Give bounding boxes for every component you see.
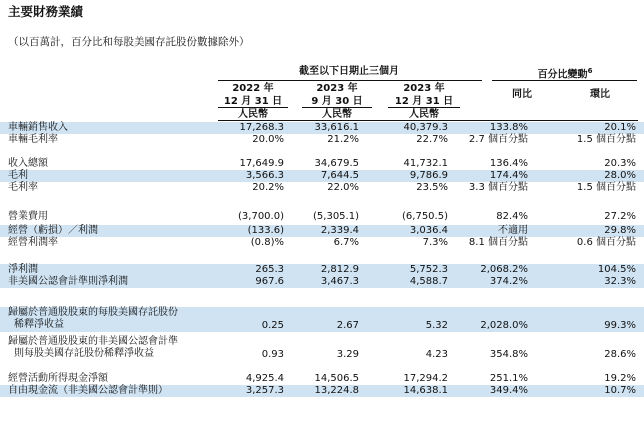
value-q4-2022: (133.6) (247, 225, 284, 236)
col3-date: 12 月 31 日 (394, 96, 454, 107)
qoq-header: 環比 (590, 89, 610, 100)
value-q3-2023: 14,506.5 (314, 373, 359, 384)
value-qoq: 0.6 個百分點 (576, 237, 636, 248)
col1-year: 2022 年 (232, 83, 274, 94)
table-row (0, 307, 644, 332)
table-row (0, 373, 644, 385)
value-q4-2023: 9,786.9 (409, 170, 448, 181)
value-qoq: 29.8% (604, 225, 636, 236)
value-qoq: 28.6% (604, 349, 636, 360)
col3-header (388, 82, 460, 108)
row-label: 經營活動所得現金淨額 (8, 373, 108, 384)
value-q3-2023: 13,224.8 (314, 385, 359, 396)
value-q4-2022: 967.6 (255, 276, 284, 287)
value-q4-2022: 4,925.4 (245, 373, 284, 384)
value-yoy: 349.4% (489, 385, 528, 396)
row-label: 營業費用 (8, 211, 48, 222)
row-label: 自由現金流（非美國公認會計準則） (8, 385, 168, 396)
table-row (0, 211, 644, 223)
value-q4-2023: 3,036.4 (409, 225, 448, 236)
value-q4-2022: 3,566.3 (245, 170, 284, 181)
value-qoq: 19.2% (604, 373, 636, 384)
value-q3-2023: 3.29 (336, 349, 359, 360)
row-label-line1: 歸屬於普通股股東的非美國公認會計準 (8, 336, 178, 347)
row-label: 淨利潤 (8, 264, 38, 275)
col2-date: 9 月 30 日 (311, 96, 363, 107)
value-yoy: 136.4% (489, 158, 528, 169)
row-label-line2: 則每股美國存託股份稀釋淨收益 (14, 348, 154, 359)
value-yoy: 2,068.2% (480, 264, 528, 275)
value-qoq: 20.3% (604, 158, 636, 169)
value-q4-2023: 40,379.3 (403, 122, 448, 133)
value-q4-2023: 17,294.2 (403, 373, 448, 384)
value-yoy: 2.7 個百分點 (468, 134, 528, 145)
value-yoy: 8.1 個百分點 (468, 237, 528, 248)
value-q3-2023: 22.0% (327, 182, 359, 193)
value-q4-2022: (3,700.0) (238, 211, 284, 222)
change-group-header (505, 65, 625, 81)
page-subtitle: （以百萬計，百分比和每股美國存託股份數據除外） (8, 36, 250, 48)
page-title: 主要財務業績 (8, 4, 84, 19)
value-q4-2023: 7.3% (422, 237, 448, 248)
value-q4-2023: 4.23 (425, 349, 448, 360)
value-q4-2022: 20.2% (252, 182, 284, 193)
value-q4-2022: 265.3 (255, 264, 284, 275)
value-q3-2023: 7,644.5 (320, 170, 359, 181)
col2-header (302, 82, 372, 108)
header-rule (218, 120, 638, 121)
header-rule (492, 80, 637, 81)
col1-header (218, 82, 288, 108)
value-q4-2022: 20.0% (252, 134, 284, 145)
col3-year: 2023 年 (403, 83, 445, 94)
value-q4-2023: (6,750.5) (402, 211, 448, 222)
footnote-marker: 6 (587, 67, 593, 75)
value-yoy: 251.1% (489, 373, 528, 384)
table-row (0, 225, 644, 237)
value-qoq: 1.5 個百分點 (576, 182, 636, 193)
value-qoq: 28.0% (604, 170, 636, 181)
row-label: 車輛銷售收入 (8, 122, 68, 133)
value-yoy: 133.8% (489, 122, 528, 133)
change-group-label: 百分比變動 (537, 69, 588, 81)
col2-currency: 人民幣 (322, 109, 352, 120)
col2-year: 2023 年 (316, 83, 358, 94)
value-qoq: 27.2% (604, 211, 636, 222)
row-label: 經營（虧損）／利潤 (8, 225, 98, 236)
table-row (0, 237, 644, 249)
value-q4-2022: 0.25 (261, 320, 284, 331)
value-q3-2023: 6.7% (333, 237, 359, 248)
value-q4-2023: 14,638.1 (403, 385, 448, 396)
table-row (0, 182, 644, 194)
row-label-line2: 稀釋淨收益 (14, 319, 64, 330)
value-q4-2022: 3,257.3 (245, 385, 284, 396)
value-q4-2022: 0.93 (261, 349, 284, 360)
value-q3-2023: 34,679.5 (314, 158, 359, 169)
value-q3-2023: 21.2% (327, 134, 359, 145)
header-rule (218, 80, 482, 81)
table-row (0, 158, 644, 170)
value-yoy: 82.4% (496, 211, 528, 222)
table-row (0, 134, 644, 146)
row-label: 毛利率 (8, 182, 38, 193)
value-q4-2022: (0.8)% (250, 237, 284, 248)
value-qoq: 20.1% (604, 122, 636, 133)
value-qoq: 99.3% (604, 320, 636, 331)
value-yoy: 174.4% (489, 170, 528, 181)
table-row (0, 170, 644, 182)
period-group-header: 截至以下日期止三個月 (299, 66, 399, 77)
value-q4-2023: 5,752.3 (409, 264, 448, 275)
value-yoy: 不適用 (498, 225, 528, 236)
table-row (0, 122, 644, 134)
row-label: 毛利 (8, 170, 28, 181)
row-label: 非美國公認會計準則淨利潤 (8, 276, 128, 287)
col1-date: 12 月 31 日 (223, 96, 283, 107)
value-q4-2023: 22.7% (416, 134, 448, 145)
value-yoy: 374.2% (489, 276, 528, 287)
value-yoy: 2,028.0% (480, 320, 528, 331)
value-q3-2023: 2.67 (336, 320, 359, 331)
value-qoq: 1.5 個百分點 (576, 134, 636, 145)
table-row (0, 336, 644, 361)
col1-currency: 人民幣 (238, 109, 268, 120)
value-q4-2023: 5.32 (425, 320, 448, 331)
col3-currency: 人民幣 (409, 109, 439, 120)
row-label: 經營利潤率 (8, 237, 58, 248)
value-yoy: 354.8% (489, 349, 528, 360)
table-row (0, 264, 644, 276)
value-q3-2023: 2,339.4 (320, 225, 359, 236)
yoy-header: 同比 (512, 89, 532, 100)
value-q3-2023: 3,467.3 (320, 276, 359, 287)
value-q3-2023: 33,616.1 (314, 122, 359, 133)
table-row (0, 385, 644, 397)
value-qoq: 10.7% (604, 385, 636, 396)
value-q4-2022: 17,268.3 (239, 122, 284, 133)
value-q3-2023: (5,305.1) (313, 211, 359, 222)
value-q4-2023: 41,732.1 (403, 158, 448, 169)
row-label: 車輛毛利率 (8, 134, 58, 145)
value-yoy: 3.3 個百分點 (468, 182, 528, 193)
value-qoq: 104.5% (597, 264, 636, 275)
value-q4-2023: 23.5% (416, 182, 448, 193)
value-qoq: 32.3% (604, 276, 636, 287)
value-q3-2023: 2,812.9 (320, 264, 359, 275)
row-label: 收入總額 (8, 158, 48, 169)
row-label-line1: 歸屬於普通股股東的每股美國存託股份 (8, 307, 178, 318)
table-row (0, 276, 644, 288)
value-q4-2022: 17,649.9 (239, 158, 284, 169)
value-q4-2023: 4,588.7 (409, 276, 448, 287)
